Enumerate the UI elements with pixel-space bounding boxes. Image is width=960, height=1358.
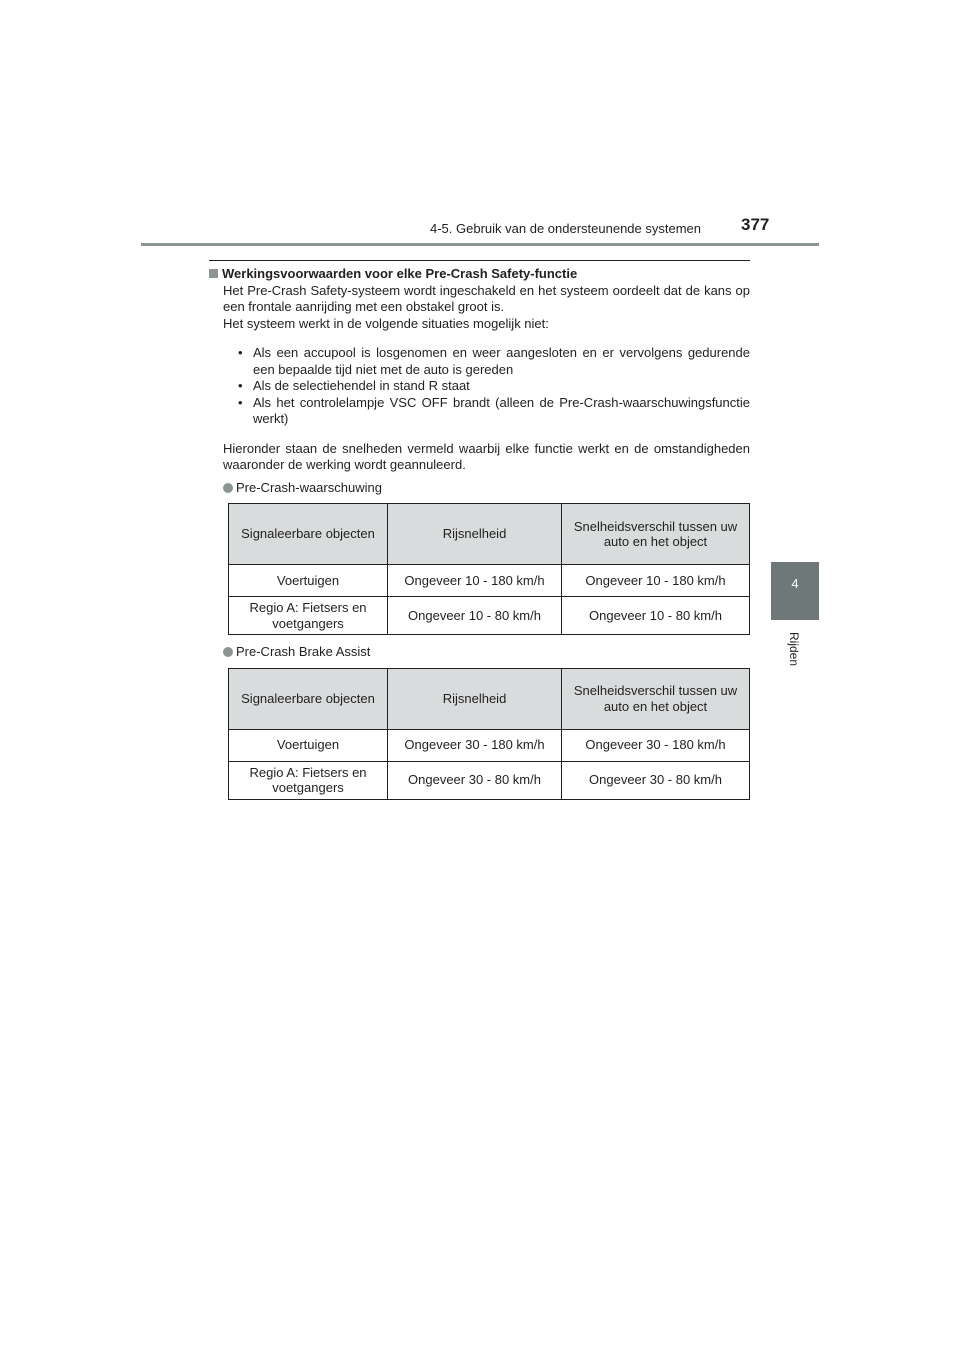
table-pre-crash-warning: [228, 503, 750, 635]
table-header-cell: Signaleerbare objecten: [229, 668, 388, 729]
bullet-dot-icon: •: [238, 394, 243, 410]
table-row: [229, 729, 750, 761]
bullet-dot-icon: •: [238, 345, 243, 360]
section-heading: Werkingsvoorwaarden voor elke Pre-Crash Safety-functie: [209, 266, 750, 283]
table-header-cell: Rijsnelheid: [388, 668, 562, 729]
square-bullet-icon: [209, 269, 218, 278]
table-header-cell: Signaleerbare objecten: [229, 504, 388, 565]
table-header-row: [229, 668, 750, 729]
table-cell: Ongeveer 30 - 180 km/h: [562, 729, 750, 761]
content: [209, 266, 750, 800]
table2-caption: Pre-Crash Brake Assist: [223, 644, 750, 661]
table-cell: Voertuigen: [229, 729, 388, 761]
table-cell: Ongeveer 10 - 80 km/h: [388, 597, 562, 635]
bullet-dot-icon: •: [238, 378, 243, 393]
side-tab: [771, 562, 819, 620]
table-cell: Ongeveer 30 - 180 km/h: [388, 729, 562, 761]
page-number: 377: [741, 215, 770, 234]
table-cell: Regio A: Fietsers en voetgangers: [229, 597, 388, 635]
side-tab-number: 4: [791, 576, 799, 591]
list-item: • Als het controlelampje VSC OFF brandt (alleen de Pre-Crash-waarschuwingsfunctie werkt): [238, 394, 750, 426]
section-rule: [209, 260, 750, 261]
header-rule: [141, 243, 819, 246]
table-row: [229, 761, 750, 799]
table-cell: Voertuigen: [229, 565, 388, 597]
paragraph-2: Het systeem werkt in de volgende situaties mogelijk niet:: [223, 315, 549, 331]
table-cell: Ongeveer 10 - 80 km/h: [562, 597, 750, 635]
table-cell: Regio A: Fietsers en voetgangers: [229, 761, 388, 799]
table-header-cell: Snelheidsverschil tussen uw auto en het object: [562, 504, 750, 565]
list-item: • Als de selectiehendel in stand R staat: [238, 378, 470, 393]
table-cell: Ongeveer 30 - 80 km/h: [562, 761, 750, 799]
table-row: [229, 565, 750, 597]
paragraph-1: Het Pre-Crash Safety-systeem wordt ingeschakeld en het systeem oordeelt dat de kans op een frontale aanrijding met een obstakel groot is.: [223, 282, 750, 314]
list-item: • Als een accupool is losgenomen en weer aangesloten en er vervolgens gedurende een bepaalde tijd niet met de auto is gereden: [238, 345, 750, 377]
paragraph-3: Hieronder staan de snelheden vermeld waarbij elke functie werkt en de omstandigheden waaronder de werking wordt geannuleerd.: [223, 440, 750, 472]
side-tab-label: Rijden: [787, 632, 801, 667]
table-row: [229, 597, 750, 635]
table-header-cell: Rijsnelheid: [388, 504, 562, 565]
condition-list: [223, 345, 750, 428]
header-section-title: 4-5. Gebruik van de ondersteunende systemen: [430, 221, 702, 236]
table-header-cell: Snelheidsverschil tussen uw auto en het object: [562, 668, 750, 729]
table-cell: Ongeveer 10 - 180 km/h: [562, 565, 750, 597]
table-cell: Ongeveer 10 - 180 km/h: [388, 565, 562, 597]
table-pre-crash-brake-assist: [228, 668, 750, 800]
circle-bullet-icon: [223, 483, 233, 493]
circle-bullet-icon: [223, 647, 233, 657]
table-cell: Ongeveer 30 - 80 km/h: [388, 761, 562, 799]
table1-caption: Pre-Crash-waarschuwing: [223, 480, 750, 497]
table-header-row: [229, 504, 750, 565]
